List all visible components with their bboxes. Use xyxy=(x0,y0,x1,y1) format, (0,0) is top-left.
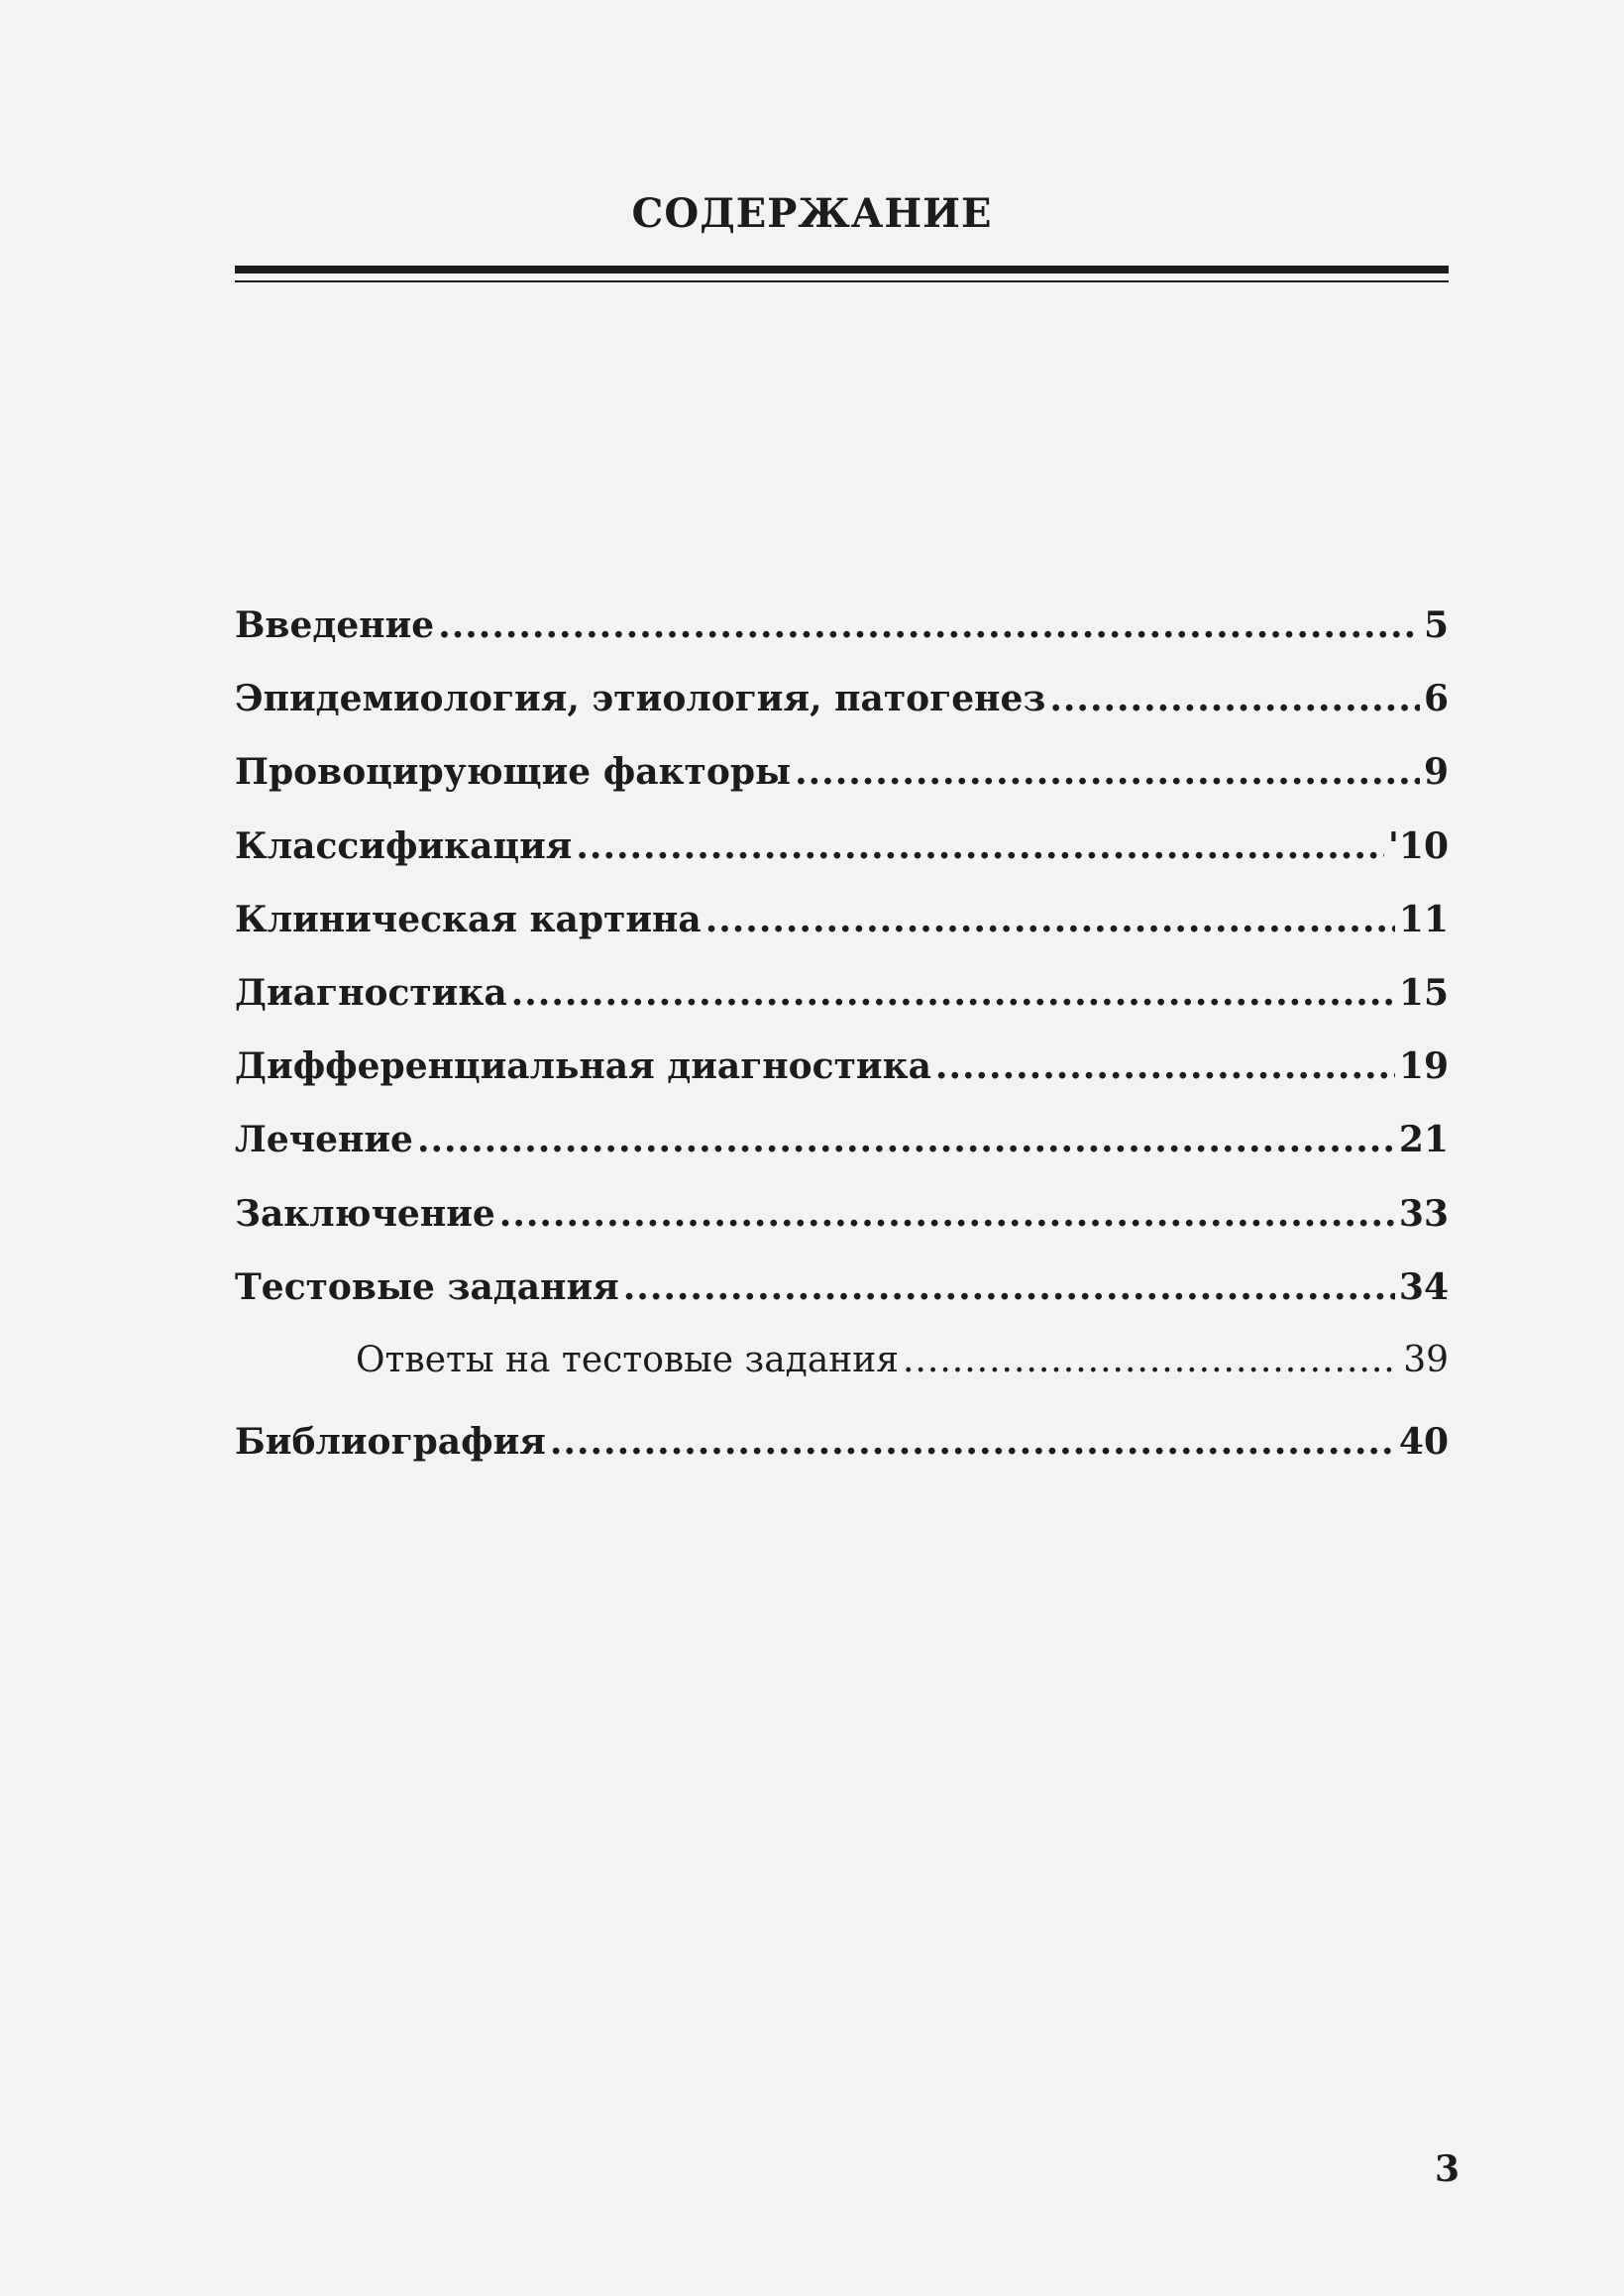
toc-entry-page: 33 xyxy=(1398,1192,1449,1235)
toc-entry-label: Лечение xyxy=(235,1119,413,1161)
table-of-contents xyxy=(235,604,1449,1494)
toc-entry-label: Дифференциальная диагностика xyxy=(235,1045,931,1088)
toc-dot-leader xyxy=(623,1266,1395,1308)
toc-entry-test-answers[interactable] xyxy=(235,1340,1449,1413)
page-title: СОДЕРЖАНИЕ xyxy=(631,190,993,237)
toc-entry-page: 34 xyxy=(1398,1265,1449,1308)
toc-dot-leader xyxy=(438,604,1420,646)
toc-dot-leader xyxy=(903,1340,1399,1380)
toc-entry-label: Библиография xyxy=(235,1421,546,1464)
toc-entry-page: 5 xyxy=(1423,604,1449,646)
toc-dot-leader xyxy=(511,972,1395,1014)
toc-dot-leader xyxy=(935,1045,1395,1087)
toc-entry-page: 40 xyxy=(1398,1421,1449,1464)
toc-entry-label: Эпидемиология, этиология, патогенез xyxy=(235,678,1046,720)
toc-entry-page: 6 xyxy=(1423,678,1449,720)
title-rule-thin xyxy=(235,280,1449,282)
toc-entry-label: Клиническая картина xyxy=(235,898,702,940)
toc-entry-differential-diagnostics[interactable] xyxy=(235,1045,1449,1119)
toc-entry-page: 19 xyxy=(1398,1045,1449,1088)
toc-entry-label: Заключение xyxy=(235,1192,495,1235)
toc-entry-page: 11 xyxy=(1398,898,1449,940)
toc-dot-leader xyxy=(705,899,1395,940)
toc-dot-leader xyxy=(795,751,1420,793)
toc-entry-introduction[interactable] xyxy=(235,604,1449,678)
toc-entry-clinical-picture[interactable] xyxy=(235,899,1449,972)
toc-entry-page: 39 xyxy=(1403,1339,1449,1380)
toc-entry-epidemiology[interactable] xyxy=(235,678,1449,751)
toc-entry-bibliography[interactable] xyxy=(235,1421,1449,1494)
toc-entry-treatment[interactable] xyxy=(235,1119,1449,1192)
toc-entry-provoking-factors[interactable] xyxy=(235,751,1449,824)
toc-entry-label: Диагностика xyxy=(235,971,507,1014)
toc-entry-conclusion[interactable] xyxy=(235,1193,1449,1266)
toc-entry-diagnostics[interactable] xyxy=(235,972,1449,1045)
toc-entry-label: Тестовые задания xyxy=(235,1265,619,1308)
toc-entry-page: 9 xyxy=(1423,751,1449,794)
toc-dot-leader xyxy=(576,825,1383,867)
title-rule-thick xyxy=(235,266,1449,273)
toc-dot-leader xyxy=(550,1421,1395,1463)
toc-dot-leader xyxy=(499,1193,1395,1235)
toc-entry-label: Ответы на тестовые задания xyxy=(356,1339,899,1380)
toc-entry-label: Классификация xyxy=(235,824,573,867)
toc-dot-leader xyxy=(417,1119,1395,1160)
toc-entry-label: Провоцирующие факторы xyxy=(235,751,792,794)
toc-entry-page: 21 xyxy=(1398,1119,1449,1161)
page-number: 3 xyxy=(1434,2148,1460,2190)
toc-entry-test-tasks[interactable] xyxy=(235,1266,1449,1340)
toc-entry-label: Введение xyxy=(235,604,435,646)
toc-entry-page: 15 xyxy=(1398,971,1449,1014)
toc-entry-classification[interactable] xyxy=(235,825,1449,899)
toc-entry-page: '10 xyxy=(1387,824,1449,867)
toc-dot-leader xyxy=(1049,678,1420,719)
